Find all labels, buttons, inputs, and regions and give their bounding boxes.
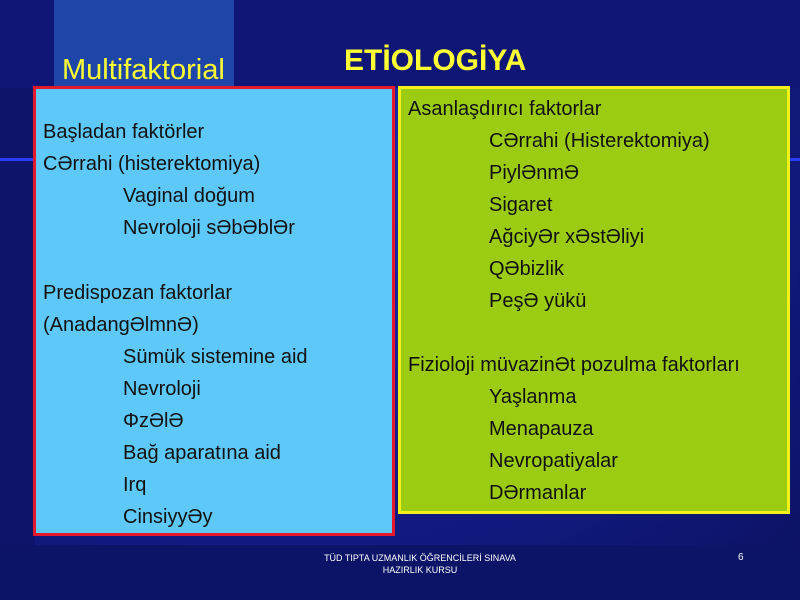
right-line: Fizioloji müvazinƏt pozulma faktorları [408,354,740,376]
left-line: Başladan faktörler [43,121,205,143]
category-tab-label: Multifaktorial [62,54,225,86]
accent-line-left [0,158,35,161]
left-line: Vaginal doğum [123,185,255,207]
footer-caption [300,552,540,576]
footer-line-2: HAZIRLIK KURSU [382,565,458,575]
right-line: Nevropatiyalar [489,450,618,472]
left-line: Predispozan faktorlar [43,282,232,304]
left-line: (AnadangƏlmnƏ) [43,314,199,336]
left-line: CƏrrahi (histerektomiya) [43,153,261,175]
right-line: DƏrmanlar [489,482,587,504]
left-line: Sümük sistemine aid [123,346,308,368]
slide-title: ETİOLOGİYA [344,44,527,77]
footer-line-1: TÜD TIPTA UZMANLIK ÖĞRENCİLERİ SINAVA [324,553,516,563]
page-number: 6 [738,552,744,563]
left-line: ΦzƏlƏ [123,410,184,432]
left-line: CinsiyyƏy [123,506,213,528]
right-line: QƏbizlik [489,258,565,280]
right-line: AğciyƏr xƏstƏliyi [489,226,645,248]
right-line: CƏrrahi (Histerektomiya) [489,130,710,152]
right-line: Asanlaşdırıcı faktorlar [408,98,602,120]
left-line: Nevroloji sƏbƏblƏr [123,217,295,239]
right-line: PiylƏnmƏ [489,162,580,184]
right-line: Sigaret [489,194,553,216]
left-line: Bağ aparatına aid [123,442,281,464]
right-line: Menapauza [489,418,594,440]
right-line: Yaşlanma [489,386,577,408]
right-line: PeşƏ yükü [489,290,587,312]
left-line: Nevroloji [123,378,201,400]
left-decor-strip [0,88,35,600]
left-line: Irq [123,474,147,496]
